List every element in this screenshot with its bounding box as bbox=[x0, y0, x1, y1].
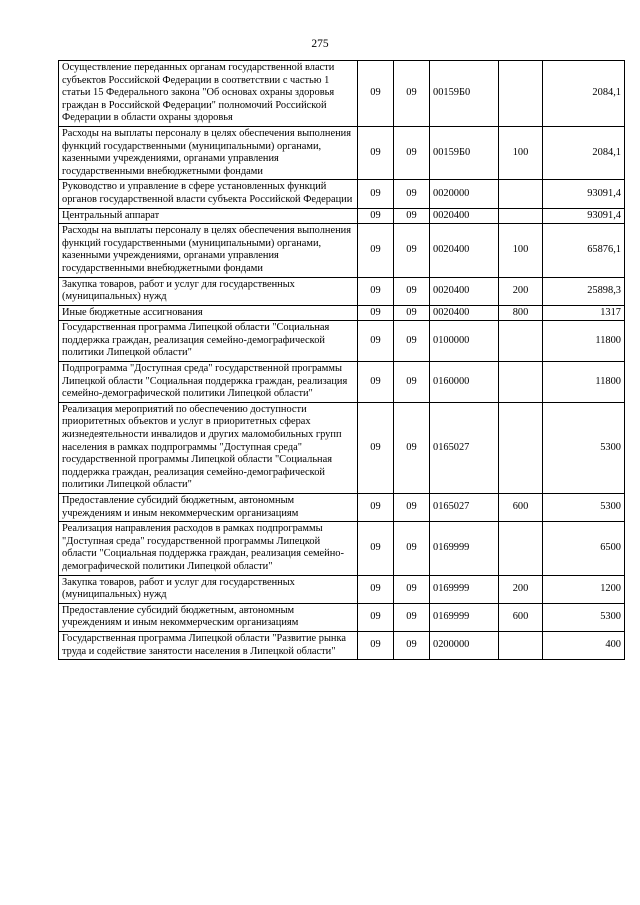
row-section-code: 09 bbox=[358, 494, 394, 522]
row-expense-type: 200 bbox=[499, 277, 543, 305]
row-expense-type bbox=[499, 362, 543, 403]
row-expense-type bbox=[499, 61, 543, 127]
budget-table-body bbox=[59, 61, 625, 660]
row-amount: 93091,4 bbox=[543, 180, 625, 208]
row-section-code: 09 bbox=[358, 126, 394, 179]
row-subsection-code: 09 bbox=[394, 126, 430, 179]
row-section-code: 09 bbox=[358, 603, 394, 631]
row-expense-type: 800 bbox=[499, 305, 543, 321]
row-description: Руководство и управление в сфере установленных функций органов государственной власти субъекта Российской Федерации bbox=[59, 180, 358, 208]
row-subsection-code: 09 bbox=[394, 321, 430, 362]
row-amount: 1317 bbox=[543, 305, 625, 321]
row-subsection-code: 09 bbox=[394, 522, 430, 575]
row-expense-type bbox=[499, 402, 543, 493]
row-expense-type bbox=[499, 631, 543, 659]
row-description: Расходы на выплаты персоналу в целях обеспечения выполнения функций государственными (муниципальными) органами, казенными учреждениями, органами управления государственными внебюджетными фондами bbox=[59, 224, 358, 277]
row-amount: 11800 bbox=[543, 362, 625, 403]
table-row bbox=[59, 402, 625, 493]
row-subsection-code: 09 bbox=[394, 61, 430, 127]
row-section-code: 09 bbox=[358, 631, 394, 659]
row-expense-type bbox=[499, 321, 543, 362]
row-section-code: 09 bbox=[358, 180, 394, 208]
table-row bbox=[59, 603, 625, 631]
row-target-code: 0165027 bbox=[430, 402, 499, 493]
row-section-code: 09 bbox=[358, 575, 394, 603]
row-amount: 2084,1 bbox=[543, 126, 625, 179]
row-description: Расходы на выплаты персоналу в целях обеспечения выполнения функций государственными (муниципальными) органами, казенными учреждениями, органами управления государственными внебюджетными фондами bbox=[59, 126, 358, 179]
row-amount: 65876,1 bbox=[543, 224, 625, 277]
budget-table bbox=[58, 60, 625, 660]
row-section-code: 09 bbox=[358, 522, 394, 575]
row-target-code: 0020400 bbox=[430, 224, 499, 277]
row-subsection-code: 09 bbox=[394, 180, 430, 208]
table-row bbox=[59, 61, 625, 127]
row-subsection-code: 09 bbox=[394, 305, 430, 321]
row-target-code: 0100000 bbox=[430, 321, 499, 362]
table-row bbox=[59, 180, 625, 208]
table-row bbox=[59, 362, 625, 403]
row-description: Закупка товаров, работ и услуг для государственных (муниципальных) нужд bbox=[59, 277, 358, 305]
table-row bbox=[59, 305, 625, 321]
row-expense-type bbox=[499, 208, 543, 224]
row-subsection-code: 09 bbox=[394, 631, 430, 659]
row-subsection-code: 09 bbox=[394, 362, 430, 403]
row-expense-type bbox=[499, 522, 543, 575]
row-expense-type: 100 bbox=[499, 224, 543, 277]
row-amount: 400 bbox=[543, 631, 625, 659]
row-subsection-code: 09 bbox=[394, 494, 430, 522]
row-subsection-code: 09 bbox=[394, 575, 430, 603]
row-amount: 93091,4 bbox=[543, 208, 625, 224]
row-amount: 25898,3 bbox=[543, 277, 625, 305]
row-subsection-code: 09 bbox=[394, 603, 430, 631]
row-amount: 6500 bbox=[543, 522, 625, 575]
row-subsection-code: 09 bbox=[394, 277, 430, 305]
row-section-code: 09 bbox=[358, 321, 394, 362]
table-row bbox=[59, 277, 625, 305]
row-target-code: 0169999 bbox=[430, 522, 499, 575]
row-target-code: 0020400 bbox=[430, 305, 499, 321]
row-section-code: 09 bbox=[358, 208, 394, 224]
row-target-code: 0200000 bbox=[430, 631, 499, 659]
page-number: 275 bbox=[311, 38, 329, 50]
table-row bbox=[59, 224, 625, 277]
row-target-code: 0020400 bbox=[430, 277, 499, 305]
row-subsection-code: 09 bbox=[394, 208, 430, 224]
row-expense-type bbox=[499, 180, 543, 208]
row-description: Иные бюджетные ассигнования bbox=[59, 305, 358, 321]
row-expense-type: 100 bbox=[499, 126, 543, 179]
row-target-code: 0020000 bbox=[430, 180, 499, 208]
row-description: Реализация направления расходов в рамках подпрограммы "Доступная среда" государственной программы Липецкой области "Социальная поддержка граждан, реализация семейно-демографической политики Липецкой области" bbox=[59, 522, 358, 575]
row-target-code: 0165027 bbox=[430, 494, 499, 522]
table-row bbox=[59, 575, 625, 603]
row-description: Осуществление переданных органам государственной власти субъектов Российской Федерации в соответствии с частью 1 статьи 15 Федерального закона "Об основах охраны здоровья граждан в Российской Федерации" полномочий Российской Федерации в области охраны здоровья bbox=[59, 61, 358, 127]
row-subsection-code: 09 bbox=[394, 402, 430, 493]
row-section-code: 09 bbox=[358, 402, 394, 493]
row-description: Подпрограмма "Доступная среда" государственной программы Липецкой области "Социальная поддержка граждан, реализация семейно-демографической политики Липецкой области" bbox=[59, 362, 358, 403]
row-amount: 5300 bbox=[543, 402, 625, 493]
row-expense-type: 600 bbox=[499, 603, 543, 631]
row-amount: 11800 bbox=[543, 321, 625, 362]
row-subsection-code: 09 bbox=[394, 224, 430, 277]
row-section-code: 09 bbox=[358, 224, 394, 277]
row-amount: 5300 bbox=[543, 603, 625, 631]
row-target-code: 0169999 bbox=[430, 603, 499, 631]
row-description: Государственная программа Липецкой области "Развитие рынка труда и содействие занятости населения в Липецкой области" bbox=[59, 631, 358, 659]
row-section-code: 09 bbox=[358, 61, 394, 127]
row-amount: 5300 bbox=[543, 494, 625, 522]
table-row bbox=[59, 321, 625, 362]
row-expense-type: 600 bbox=[499, 494, 543, 522]
row-section-code: 09 bbox=[358, 362, 394, 403]
row-section-code: 09 bbox=[358, 305, 394, 321]
row-description: Реализация мероприятий по обеспечению доступности приоритетных объектов и услуг в приоритетных сферах жизнедеятельности инвалидов и других маломобильных групп населения в рамках подпрограммы "Доступная среда" государственной программы Липецкой области "Социальная поддержка граждан, реализация семейно-демографической политики Липецкой области" bbox=[59, 402, 358, 493]
row-target-code: 00159Б0 bbox=[430, 126, 499, 179]
table-row bbox=[59, 522, 625, 575]
row-expense-type: 200 bbox=[499, 575, 543, 603]
row-description: Закупка товаров, работ и услуг для государственных (муниципальных) нужд bbox=[59, 575, 358, 603]
row-amount: 1200 bbox=[543, 575, 625, 603]
row-target-code: 0160000 bbox=[430, 362, 499, 403]
row-section-code: 09 bbox=[358, 277, 394, 305]
row-description: Предоставление субсидий бюджетным, автономным учреждениям и иным некоммерческим организациям bbox=[59, 603, 358, 631]
row-target-code: 0169999 bbox=[430, 575, 499, 603]
table-row bbox=[59, 631, 625, 659]
row-target-code: 0020400 bbox=[430, 208, 499, 224]
row-description: Государственная программа Липецкой области "Социальная поддержка граждан, реализация семейно-демографической политики Липецкой области" bbox=[59, 321, 358, 362]
row-amount: 2084,1 bbox=[543, 61, 625, 127]
row-description: Предоставление субсидий бюджетным, автономным учреждениям и иным некоммерческим организациям bbox=[59, 494, 358, 522]
row-target-code: 00159Б0 bbox=[430, 61, 499, 127]
table-row bbox=[59, 126, 625, 179]
table-row bbox=[59, 208, 625, 224]
row-description: Центральный аппарат bbox=[59, 208, 358, 224]
table-row bbox=[59, 494, 625, 522]
